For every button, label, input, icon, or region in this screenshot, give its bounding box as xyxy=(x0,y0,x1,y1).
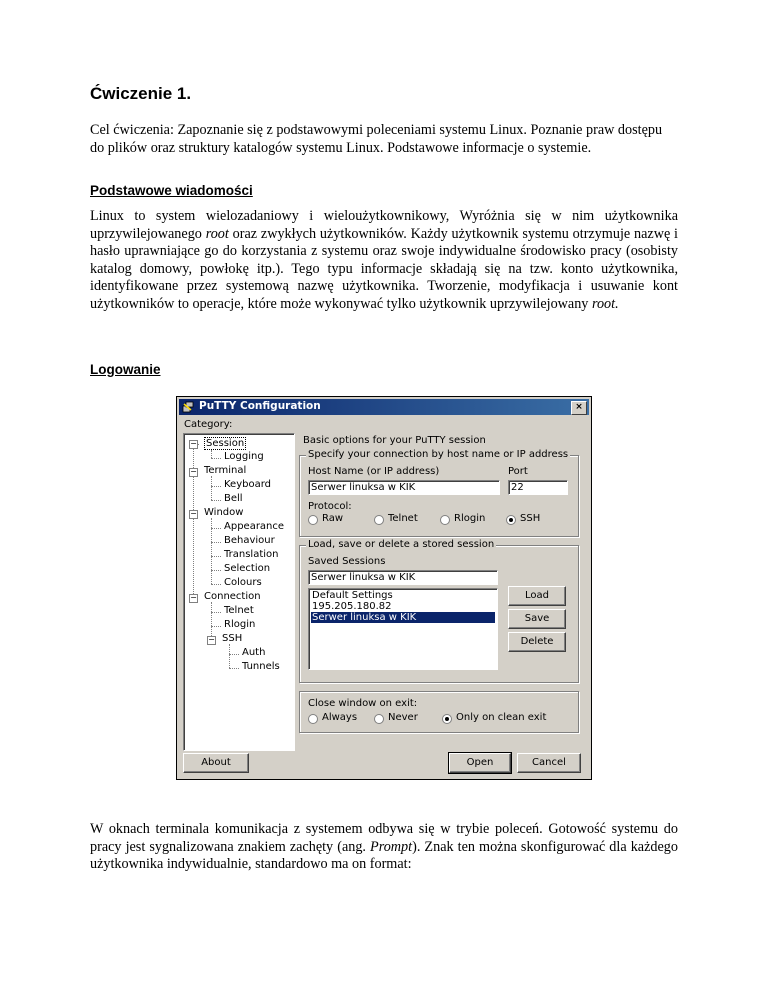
tree-item-rlogin[interactable]: Rlogin xyxy=(224,619,256,630)
open-button[interactable]: Open xyxy=(449,753,511,773)
terminal-text-part-2: ). Znak ten można skonfigurować dla każdego użytkownika indywidualnie, standardowo ma on format: xyxy=(90,838,678,872)
tree-item-ssh[interactable]: SSH xyxy=(222,633,243,644)
connection-group-title: Specify your connection by host name or IP address xyxy=(308,449,569,460)
tree-item-auth[interactable]: Auth xyxy=(242,647,266,658)
cancel-button[interactable]: Cancel xyxy=(517,753,581,773)
collapse-icon[interactable]: − xyxy=(190,593,197,602)
category-label: Category: xyxy=(184,419,233,430)
basic-options-label: Basic options for your PuTTY session xyxy=(303,435,486,446)
host-name-label: Host Name (or IP address) xyxy=(308,466,440,477)
collapse-icon[interactable]: − xyxy=(190,467,197,476)
sessions-group-title: Load, save or delete a stored session xyxy=(308,539,495,550)
putty-config-window xyxy=(176,396,592,780)
linux-text-part-1: Linux to system wielozadaniowy i wieloużytkownikowy, Wyróżnia się w nim użytkownika uprzywilejowanego xyxy=(90,208,678,242)
port-label: Port xyxy=(508,466,528,477)
tree-item-colours[interactable]: Colours xyxy=(224,577,262,588)
page-title: Ćwiczenie 1. xyxy=(90,84,192,103)
tree-item-logging[interactable]: Logging xyxy=(224,451,264,462)
connection-group xyxy=(299,449,579,537)
radio-rlogin-label[interactable]: Rlogin xyxy=(454,513,486,524)
close-window-group xyxy=(299,691,579,733)
sessions-group xyxy=(299,539,579,683)
linux-paragraph xyxy=(90,208,678,313)
collapse-icon[interactable]: − xyxy=(208,635,215,644)
basics-heading: Podstawowe wiadomości xyxy=(90,183,253,198)
radio-raw-label[interactable]: Raw xyxy=(322,513,344,524)
load-button[interactable]: Load xyxy=(508,586,566,606)
radio-clean-exit[interactable] xyxy=(442,714,452,724)
root-term-end: root. xyxy=(591,295,619,312)
tree-item-translation[interactable]: Translation xyxy=(224,549,279,560)
port-input[interactable]: 22 xyxy=(508,480,568,495)
tree-item-selection[interactable]: Selection xyxy=(224,563,271,574)
tree-item-bell[interactable]: Bell xyxy=(224,493,243,504)
saved-sessions-label: Saved Sessions xyxy=(308,556,386,567)
root-term: root xyxy=(205,225,229,242)
save-button[interactable]: Save xyxy=(508,609,566,629)
list-item-selected[interactable]: Serwer linuksa w KIK xyxy=(311,612,495,623)
radio-raw[interactable] xyxy=(308,515,318,525)
putty-icon xyxy=(182,401,194,413)
list-item[interactable]: 195.205.180.82 xyxy=(312,601,392,612)
tree-item-session[interactable]: Session xyxy=(206,438,245,449)
prompt-term: Prompt xyxy=(370,838,413,855)
radio-rlogin[interactable] xyxy=(440,515,450,525)
host-name-input[interactable]: Serwer linuksa w KIK xyxy=(308,480,500,495)
radio-never[interactable] xyxy=(374,714,384,724)
saved-sessions-input[interactable]: Serwer linuksa w KIK xyxy=(308,570,498,585)
tree-item-appearance[interactable]: Appearance xyxy=(224,521,285,532)
about-button[interactable]: About xyxy=(183,753,249,773)
radio-always-label[interactable]: Always xyxy=(322,712,358,723)
collapse-icon[interactable]: − xyxy=(190,509,197,518)
tree-item-connection[interactable]: Connection xyxy=(204,591,261,602)
tree-item-tunnels[interactable]: Tunnels xyxy=(242,661,280,672)
tree-item-window[interactable]: Window xyxy=(204,507,244,518)
close-icon[interactable]: × xyxy=(571,401,587,415)
radio-always[interactable] xyxy=(308,714,318,724)
terminal-text-part-1: W oknach terminala komunikacja z systemem odbywa się w trybie poleceń. Gotowość systemu do pracy jest sygnalizowana znakiem zachęty (ang. xyxy=(90,821,678,855)
radio-clean-exit-label[interactable]: Only on clean exit xyxy=(456,712,547,723)
collapse-icon[interactable]: − xyxy=(190,439,197,448)
radio-ssh[interactable] xyxy=(506,515,516,525)
protocol-label: Protocol: xyxy=(308,501,352,512)
radio-ssh-label[interactable]: SSH xyxy=(520,513,541,524)
radio-telnet-label[interactable]: Telnet xyxy=(388,513,418,524)
intro-paragraph: Cel ćwiczenia: Zapoznanie się z podstawowymi poleceniami systemu Linux. Poznanie praw dostępu do plików oraz struktury katalogów systemu Linux. Podstawowe informacje o systemie. xyxy=(90,122,663,156)
login-heading: Logowanie xyxy=(90,362,161,377)
category-tree[interactable] xyxy=(183,433,295,751)
tree-item-terminal[interactable]: Terminal xyxy=(204,465,247,476)
radio-telnet[interactable] xyxy=(374,515,384,525)
tree-item-behaviour[interactable]: Behaviour xyxy=(224,535,275,546)
list-item[interactable]: Default Settings xyxy=(312,590,393,601)
close-window-label: Close window on exit: xyxy=(308,698,418,709)
window-title: PuTTY Configuration xyxy=(199,400,321,412)
radio-never-label[interactable]: Never xyxy=(388,712,418,723)
session-list[interactable] xyxy=(308,588,498,670)
window-titlebar[interactable] xyxy=(179,399,589,415)
delete-button[interactable]: Delete xyxy=(508,632,566,652)
terminal-paragraph xyxy=(90,821,678,874)
tree-item-keyboard[interactable]: Keyboard xyxy=(224,479,272,490)
linux-text-part-2: oraz zwykłych użytkowników. Każdy użytkownik systemu otrzymuje nazwę i hasło uprawniające go do korzystania z systemu oraz swoje indywidualne środowisko pracy (osobisty katalog domowy, powłokę itp.). Tego typu informacje składają się na tzw. konto użytkownika, identyfikowane przez systemową nazwę użytkownika. Tworzenie, modyfikacja i usuwanie kont użytkowników to operacje, które może wykonywać tylko użytkownik uprzywilejowany xyxy=(90,225,679,312)
tree-item-telnet[interactable]: Telnet xyxy=(224,605,254,616)
